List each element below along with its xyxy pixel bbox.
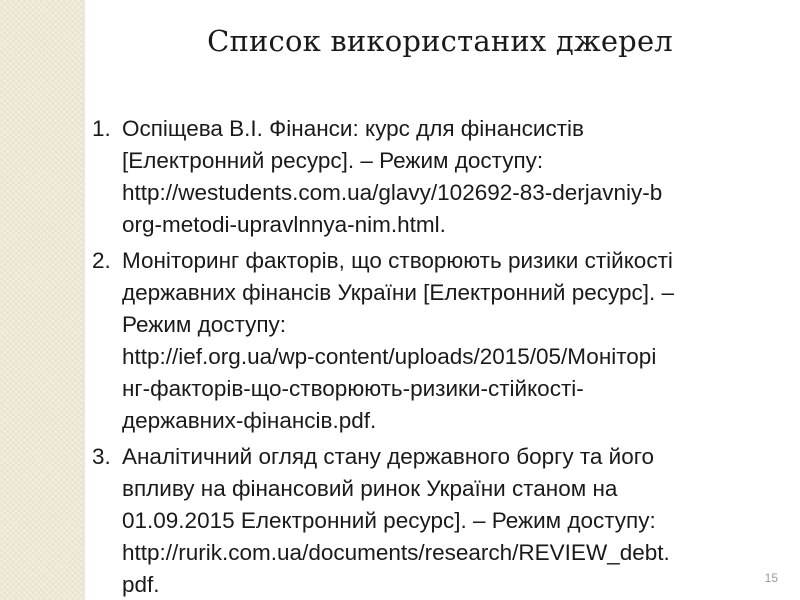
reference-url-line: http://rurik.com.ua/documents/research/REVIEW_debt. — [122, 540, 670, 565]
reference-line: Режим доступу: — [122, 312, 287, 337]
reference-number: 2. — [92, 248, 111, 273]
reference-item-3 — [92, 441, 782, 600]
reference-line: впливу на фінансовий ринок України станом на — [122, 476, 618, 501]
slide-title: Список використаних джерел — [207, 24, 673, 58]
reference-line: 01.09.2015 Електронний ресурс]. – Режим доступу: — [122, 508, 656, 533]
reference-line: Моніторинг факторів, що створюють ризики стійкості — [122, 248, 673, 273]
reference-item-1 — [92, 113, 782, 241]
reference-number: 3. — [92, 444, 111, 469]
reference-url-line: org-metodi-upravlnnya-nim.html. — [122, 212, 446, 237]
reference-line: Аналітичний огляд стану державного боргу та його — [122, 444, 654, 469]
reference-number: 1. — [92, 116, 111, 141]
reference-line: державних фінансів України [Електронний ресурс]. – — [122, 280, 675, 305]
decorative-side-band — [0, 0, 83, 600]
side-band-edge — [83, 0, 86, 600]
reference-url-line: pdf. — [122, 572, 160, 597]
reference-url-line: державних-фінансів.pdf. — [122, 408, 377, 433]
page-number: 15 — [764, 571, 778, 585]
reference-list — [92, 113, 782, 600]
reference-url-line: нг-факторів-що-створюють-ризики-стійкості- — [122, 376, 584, 401]
reference-item-2 — [92, 245, 782, 437]
reference-line: [Електронний ресурс]. – Режим доступу: — [122, 148, 544, 173]
reference-line: Оспіщева В.І. Фінанси: курс для фінансистів — [122, 116, 584, 141]
reference-url-line: http://ief.org.ua/wp-content/uploads/2015/05/Моніторі — [122, 344, 657, 369]
reference-url-line: http://westudents.com.ua/glavy/102692-83-derjavniy-b — [122, 180, 663, 205]
